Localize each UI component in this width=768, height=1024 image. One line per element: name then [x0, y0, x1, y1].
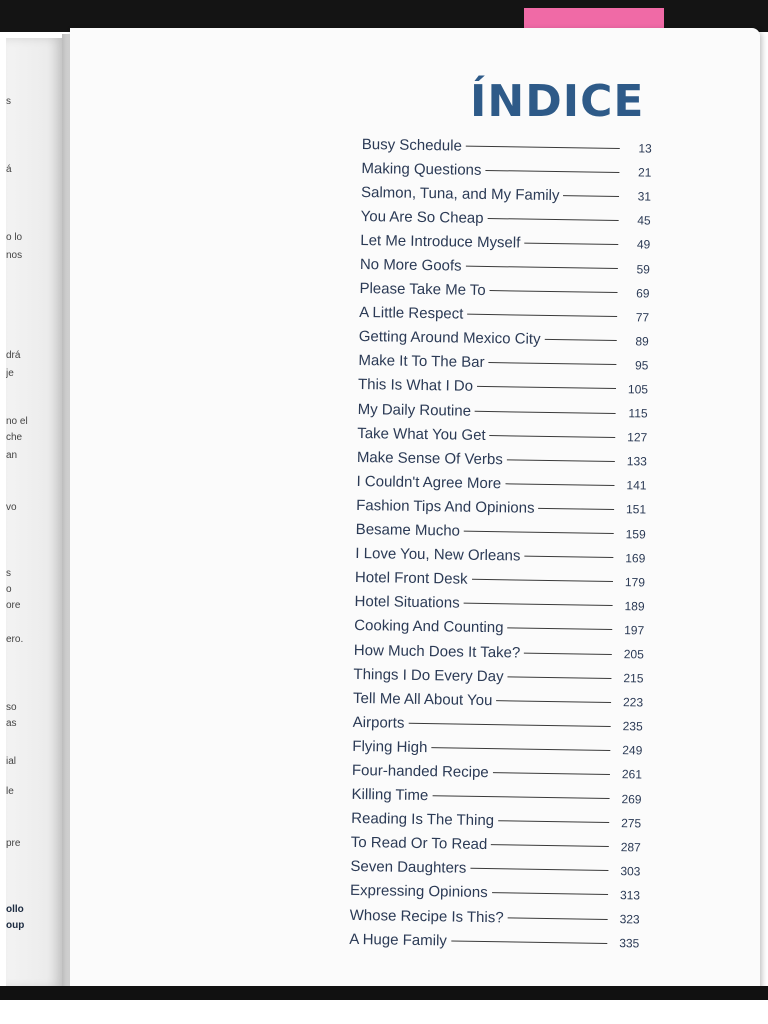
- leader-line: [563, 195, 619, 197]
- leader-line: [508, 917, 608, 920]
- leader-line: [470, 868, 608, 871]
- left-page-text-fragment: no el: [6, 416, 28, 427]
- toc-entry-page-number: 303: [620, 864, 641, 879]
- leader-line: [408, 723, 610, 727]
- toc-entry-title: Cooking And Counting: [354, 617, 504, 637]
- toc-entry-page-number: 89: [635, 334, 649, 349]
- leader-line: [464, 531, 614, 534]
- left-page-text-fragment: o lo: [6, 232, 23, 243]
- leader-line: [489, 362, 617, 365]
- toc-entry-page-number: 59: [636, 261, 650, 277]
- toc-entry-title: Let Me Introduce Myself: [360, 231, 521, 252]
- leader-line: [498, 820, 609, 823]
- leader-line: [475, 410, 616, 413]
- toc-entry: [349, 927, 639, 956]
- toc-entry-page-number: 105: [627, 382, 649, 397]
- left-page-text-fragment: drá: [6, 350, 21, 361]
- toc-entry-page-number: 21: [637, 165, 652, 180]
- toc-entry-title: Salmon, Tuna, and My Family: [360, 183, 560, 204]
- toc-entry-page-number: 95: [634, 358, 649, 373]
- toc-entry-title: This Is What I Do: [357, 376, 474, 396]
- leader-line: [496, 700, 611, 703]
- toc-entry-title: You Are So Cheap: [360, 207, 484, 227]
- left-page-text-fragment: che: [6, 432, 23, 443]
- toc-entry-title: How Much Does It Take?: [353, 641, 521, 662]
- left-page-text-fragment: as: [6, 718, 17, 729]
- left-page-edge: [6, 38, 64, 988]
- toc-entry-title: Hotel Front Desk: [354, 569, 468, 588]
- toc-entry-page-number: 115: [628, 406, 648, 421]
- leader-line: [464, 603, 613, 606]
- leader-line: [432, 795, 609, 799]
- left-page-text-fragment: je: [6, 368, 14, 379]
- left-page-text-fragment: s: [6, 568, 11, 579]
- toc-entry-page-number: 159: [625, 526, 646, 542]
- left-page-text-fragment: á: [6, 164, 12, 175]
- toc-entry-title: Expressing Opinions: [349, 882, 488, 902]
- left-page-text-fragment: s: [6, 96, 11, 107]
- toc-entry-title: Reading Is The Thing: [351, 810, 495, 830]
- toc-entry-title: Take What You Get: [357, 424, 486, 444]
- toc-entry-page-number: 223: [622, 695, 644, 710]
- toc-entry-page-number: 169: [625, 550, 646, 566]
- toc-entry-title: A Huge Family: [349, 930, 447, 950]
- toc-entry-title: Make It To The Bar: [358, 352, 485, 372]
- toc-entry-page-number: 261: [621, 767, 643, 782]
- left-page-text-fragment: nos: [6, 250, 23, 261]
- left-page-text-fragment: o: [6, 584, 12, 595]
- leader-line: [485, 170, 619, 173]
- toc-entry-page-number: 205: [623, 647, 644, 662]
- toc-entry-title: Whose Recipe Is This?: [349, 906, 504, 926]
- toc-entry-page-number: 269: [621, 791, 642, 807]
- leader-line: [467, 314, 617, 317]
- toc-entry-title: To Read Or To Read: [350, 834, 488, 854]
- toc-entry-title: Four-handed Recipe: [351, 761, 489, 782]
- leader-line: [431, 747, 610, 751]
- leader-line: [488, 218, 619, 221]
- toc-entry-page-number: 335: [619, 936, 640, 951]
- left-page-text-fragment: vo: [6, 502, 17, 513]
- leader-line: [524, 652, 612, 654]
- leader-line: [539, 508, 615, 510]
- leader-line: [524, 556, 613, 558]
- left-page-text-fragment: ore: [6, 600, 21, 611]
- toc-entry-page-number: 133: [626, 454, 647, 469]
- toc-entry-page-number: 45: [637, 213, 651, 228]
- toc-entry-page-number: 275: [621, 815, 642, 831]
- toc-entry-title: No More Goofs: [359, 256, 462, 275]
- toc-entry-title: Besame Mucho: [355, 520, 461, 540]
- toc-entry-title: My Daily Routine: [357, 400, 472, 420]
- toc-entry-page-number: 249: [622, 743, 643, 758]
- toc-entry-title: Things I Do Every Day: [353, 665, 504, 685]
- toc-entry-title: Seven Daughters: [350, 858, 467, 878]
- toc-entry-page-number: 287: [620, 839, 641, 855]
- toc-entry-title: Getting Around Mexico City: [358, 328, 541, 349]
- leader-line: [472, 579, 613, 582]
- left-page-text-fragment: an: [6, 450, 18, 461]
- leader-line: [524, 242, 618, 244]
- toc-entry-page-number: 69: [636, 285, 650, 301]
- toc-entry-title: Please Take Me To: [359, 280, 486, 300]
- toc-entry-page-number: 235: [622, 719, 643, 734]
- left-page-text-fragment: so: [6, 702, 17, 713]
- left-page-text-fragment: ial: [6, 756, 17, 767]
- leader-line: [493, 772, 610, 775]
- toc-entry-title: Fashion Tips And Opinions: [356, 496, 535, 517]
- leader-line: [451, 940, 607, 943]
- leader-line: [507, 459, 615, 462]
- toc-entry-title: A Little Respect: [359, 304, 464, 323]
- pink-bookmark-tab: [524, 8, 664, 30]
- toc-entry-page-number: 141: [626, 478, 647, 493]
- toc-entry-page-number: 151: [625, 502, 647, 517]
- toc-entry-page-number: 323: [619, 912, 640, 927]
- bottom-dark-border: [0, 986, 768, 1000]
- page-title: ÍNDICE: [470, 76, 645, 127]
- toc-entry-page-number: 313: [619, 888, 641, 903]
- toc-entry-title: Killing Time: [351, 785, 429, 805]
- toc-entry-title: Flying High: [352, 737, 428, 756]
- toc-entry-title: Tell Me All About You: [352, 689, 493, 709]
- toc-entry-page-number: 215: [623, 671, 644, 686]
- toc-entry-page-number: 49: [636, 237, 651, 252]
- toc-entry-page-number: 127: [627, 430, 648, 445]
- left-page-text-fragment: le: [6, 786, 14, 797]
- toc-entry-title: Making Questions: [361, 159, 482, 179]
- leader-line: [490, 290, 618, 293]
- leader-line: [507, 628, 612, 631]
- left-page-text-fragment: oup: [6, 920, 25, 931]
- leader-line: [466, 266, 618, 269]
- leader-line: [505, 483, 614, 486]
- leader-line: [545, 339, 617, 341]
- toc-entry-title: I Love You, New Orleans: [355, 545, 521, 565]
- toc-entry-page-number: 13: [638, 141, 652, 156]
- leader-line: [491, 844, 609, 847]
- toc-entry-title: Make Sense Of Verbs: [356, 448, 503, 469]
- left-page-text-fragment: ollo: [6, 904, 24, 915]
- leader-line: [508, 676, 612, 679]
- leader-line: [477, 386, 616, 389]
- toc-entry-title: Airports: [352, 713, 405, 732]
- leader-line: [490, 435, 616, 438]
- toc-entry-page-number: 197: [624, 623, 645, 638]
- table-of-contents: [349, 132, 652, 956]
- toc-entry-page-number: 31: [637, 189, 652, 204]
- left-page-text-fragment: pre: [6, 838, 21, 849]
- toc-entry-title: Busy Schedule: [361, 135, 463, 155]
- toc-entry-title: I Couldn't Agree More: [356, 472, 502, 493]
- toc-entry-title: Hotel Situations: [354, 593, 460, 612]
- toc-entry-page-number: 77: [635, 310, 650, 325]
- toc-entry-page-number: 179: [624, 574, 646, 590]
- left-page-text-fragment: ero.: [6, 634, 24, 645]
- leader-line: [492, 893, 608, 896]
- leader-line: [466, 145, 620, 148]
- toc-entry-page-number: 189: [624, 599, 645, 614]
